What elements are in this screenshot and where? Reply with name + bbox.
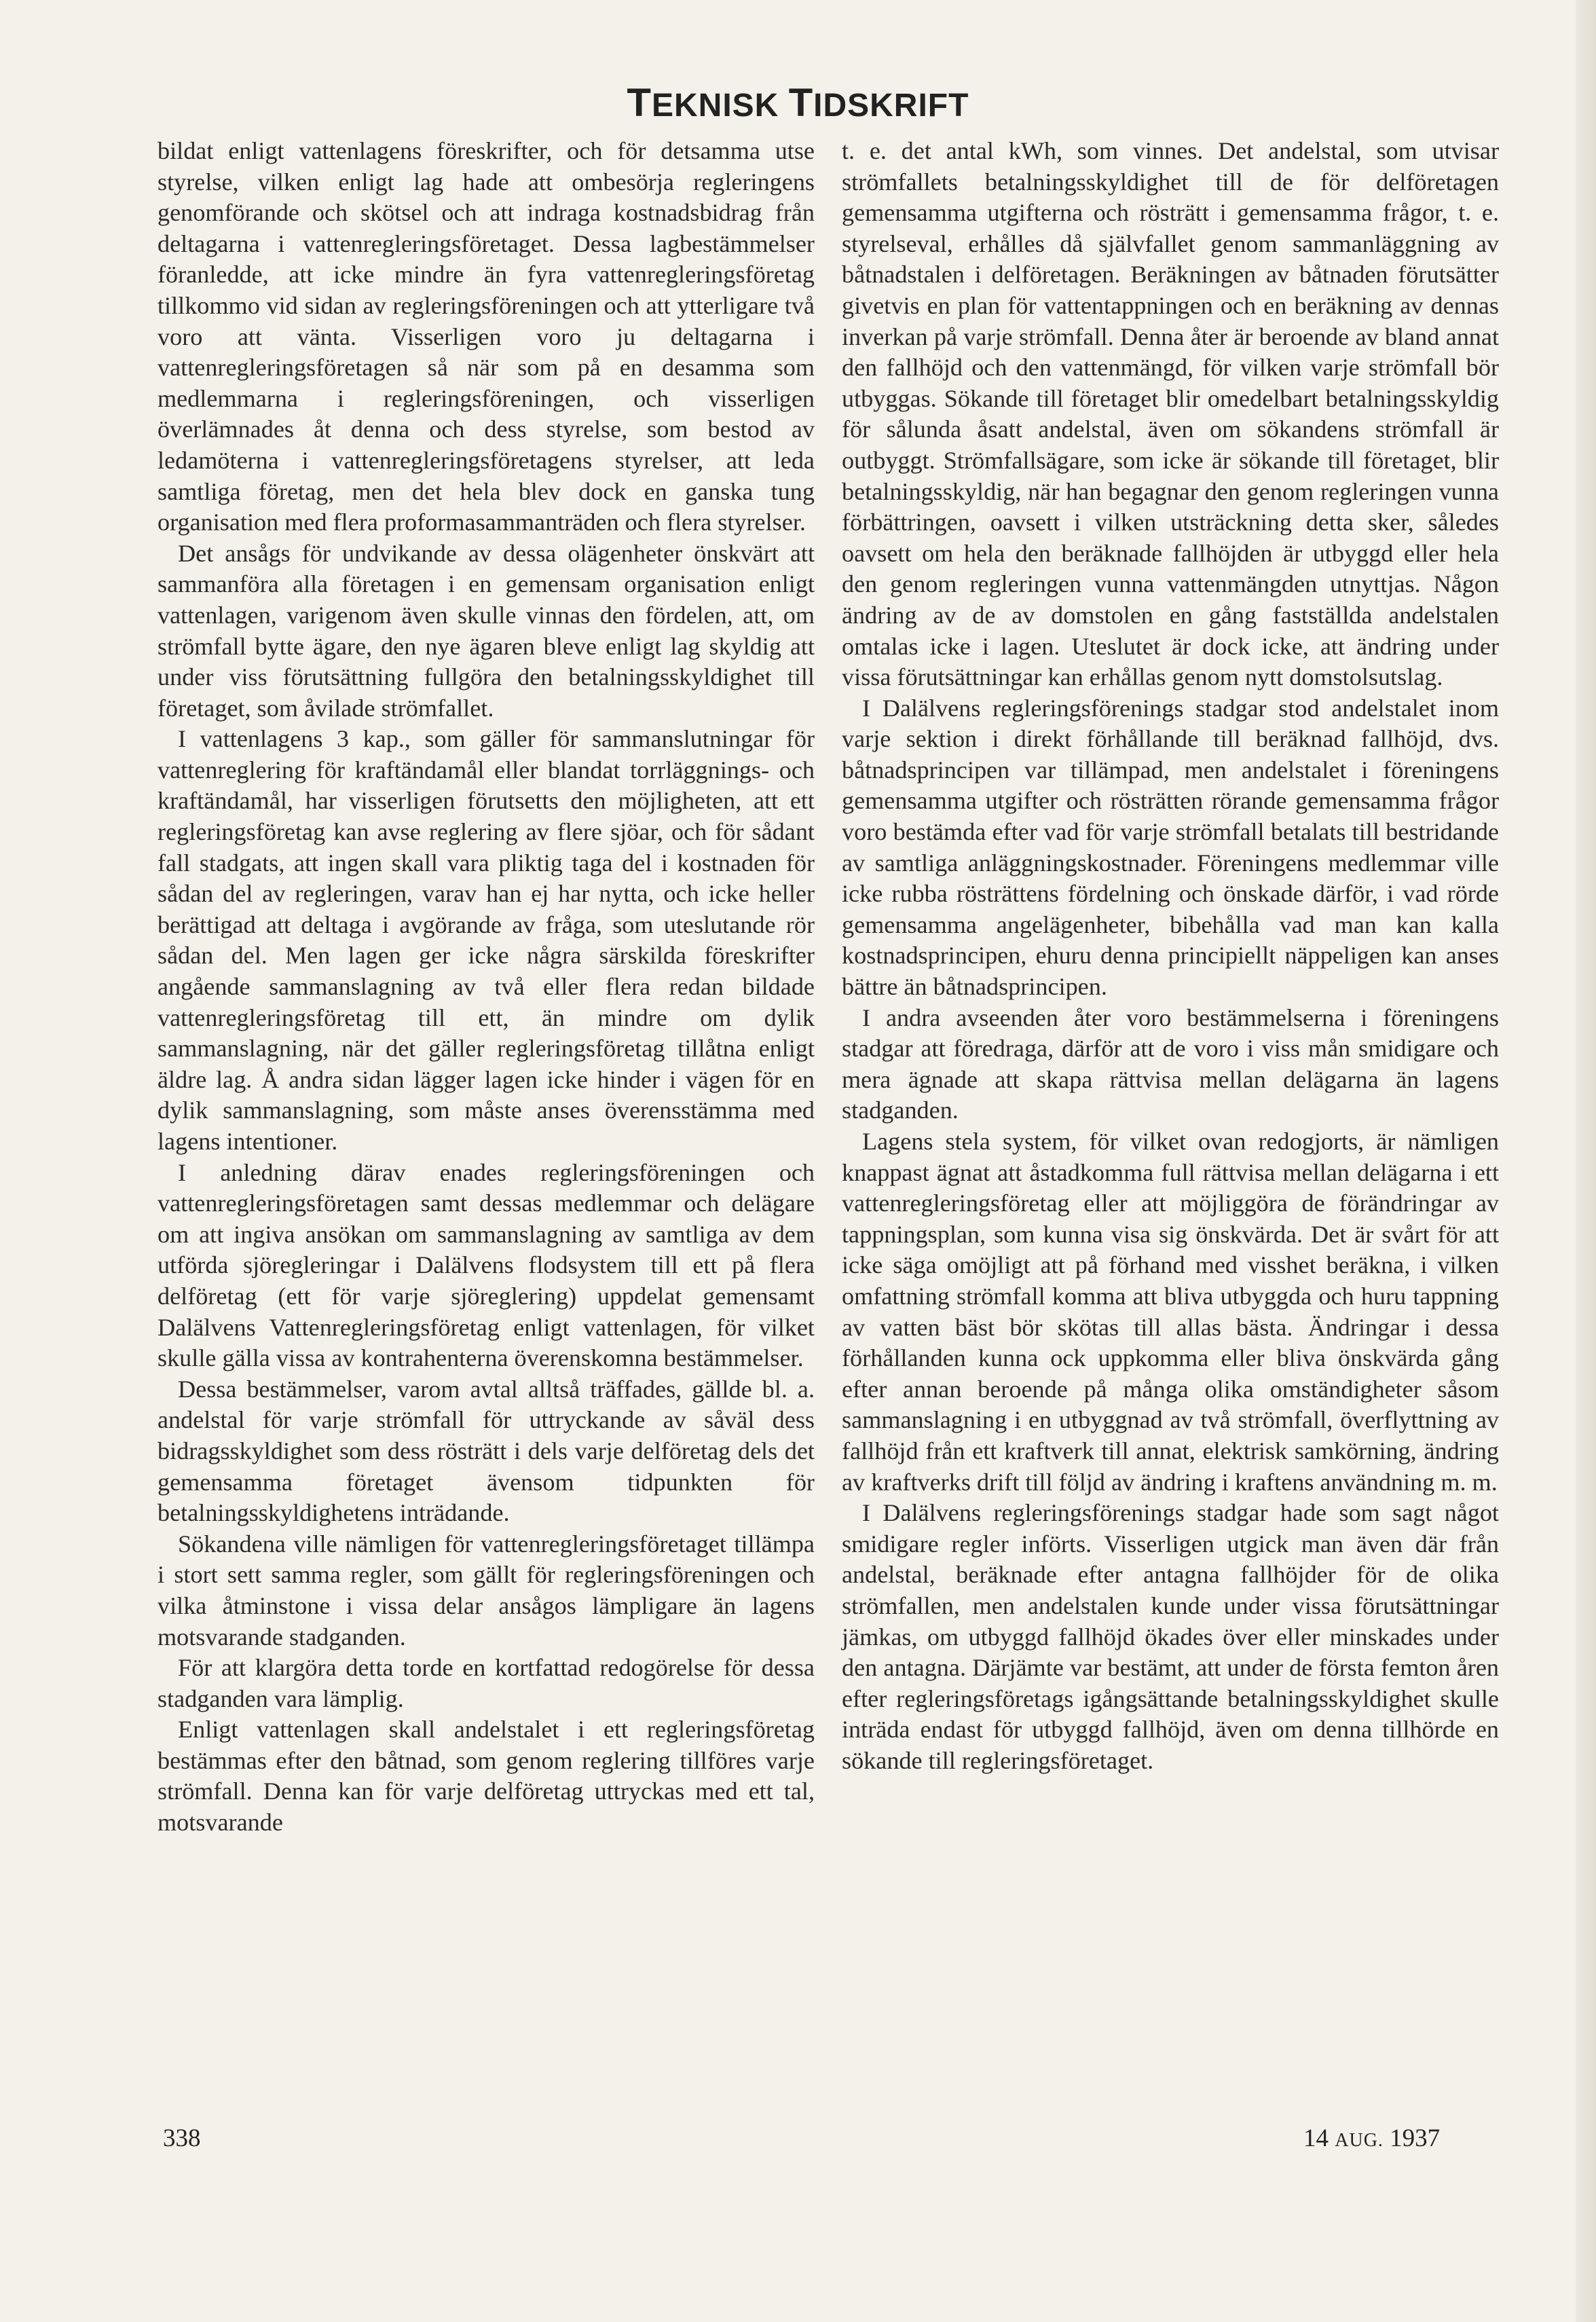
masthead-cap-1: T bbox=[627, 81, 652, 125]
issue-date bbox=[1303, 2124, 1440, 2153]
masthead-cap-2: T bbox=[788, 81, 814, 125]
paragraph: I vattenlagens 3 kap., som gäller för sammanslutningar för vattenreglering för kraftändamål eller blandat torrläggnings- och kraftändamål, har visserligen förutsetts den möjligheten, att ett regleringsföretag kan avse reglering av flere sjöar, och för sådant fall stadgats, att ingen skall vara pliktig taga del i kostnaden för sådan del av regleringen, varav han ej har nytta, och icke heller berättigad att deltaga i avgörande av fråga, som uteslutande rör sådan del. Men lagen ger icke några särskilda föreskrifter angående sammanslagning av två eller flera redan bildade vattenregleringsföretag till ett, än mindre om dylik sammanslagning, när det gäller regleringsföretag tillåtna enligt äldre lag. Å andra sidan lägger lagen icke hinder i vägen för en dylik sammanslagning, som måste anses överensstämma med lagens intentioner. bbox=[157, 725, 815, 1155]
paragraph: I Dalälvens regleringsförenings stadgar hade som sagt något smidigare regler införts. Visserligen utgick man även där från andelstal, beräknade efter antagna fallhöjder för de olika strömfallen, men andelstalen kunde under vissa förutsättningar jämkas, om utbyggd fallhöjd ökades över eller minskades under den antagna. Därjämte var bestämt, att under de första femton åren efter regleringsföretags igångsättande betalningsskyldighet skulle inträda endast för utbyggd fallhöjd, även om denna tillhörde en sökande till regleringsföretaget. bbox=[842, 1499, 1499, 1774]
paragraph: bildat enligt vattenlagens föreskrifter, och för detsamma utse styrelse, vilken enligt lag hade att ombesörja regleringens genomförande och skötsel och att indraga kostnadsbidrag från deltagarna i vattenregleringsföretaget. Dessa lagbestämmelser föranledde, att icke mindre än fyra vattenregleringsföretag tillkommo vid sidan av regleringsföreningen och att ytterligare två voro att vänta. Visserligen voro ju deltagarna i vattenregleringsföretagen så när som på en desamma som medlemmarna i regleringsföreningen, och visserligen överlämnades åt denna och dess styrelse, som bestod av ledamöterna i vattenregleringsföretagens styrelser, att leda samtliga företag, men det hela blev dock en ganska tung organisation med flera proformasammanträden och flera styrelser. bbox=[157, 137, 815, 536]
left-column bbox=[157, 136, 815, 1839]
issue-date-year: 1937 bbox=[1390, 2124, 1441, 2152]
page-number: 338 bbox=[163, 2124, 201, 2152]
masthead-rest-1: EKNISK bbox=[651, 88, 789, 124]
issue-date-month: AUG. bbox=[1335, 2130, 1384, 2151]
paragraph: Dessa bestämmelser, varom avtal alltså träffades, gällde bl. a. andelstal för varje strömfall för uttryckande av såväl dess bidragsskyldighet som dess rösträtt i dels varje delföretag dels det gemensamma företaget ävensom tidpunkten för betalningsskyldighetens inträdande. bbox=[157, 1375, 815, 1527]
right-column bbox=[842, 136, 1499, 1776]
paragraph: t. e. det antal kWh, som vinnes. Det andelstal, som utvisar strömfallets betalningsskyldighet till de för delföretagen gemensamma utgifterna och rösträtt i gemensamma frågor, t. e. styrelseval, erhålles då självfallet genom sammanläggning av båtnadstalen i delföretagen. Beräkningen av båtnaden förutsätter givetvis en plan för vattentappningen och en beräkning av dennas inverkan på varje strömfall. Denna åter är beroende av bland annat den fallhöjd och den vattenmängd, för vilken varje strömfall bör utbyggas. Sökande till företaget blir omedelbart betalningsskyldig för sålunda åsatt andelstal, även om sökandens strömfall är outbyggt. Strömfallsägare, som icke är sökande till företaget, blir betalningsskyldig, när han begagnar den genom regleringen vunna förbättringen, oavsett i vilken utsträckning detta sker, således oavsett om hela den beräknade fallhöjden är utbyggd eller hela den genom regleringen vunna vattenmängden utnyttjas. Någon ändring av de av domstolen en gång fastställda andelstalen omtalas icke i lagen. Uteslutet är dock icke, att ändring under vissa förutsättningar kan erhållas genom nytt domstolsutslag. bbox=[842, 137, 1499, 691]
paragraph: Sökandena ville nämligen för vattenregleringsföretaget tillämpa i stort sett samma regler, som gällt för regleringsföreningen och vilka åtminstone i vissa delar ansågos lämpligare än lagens motsvarande stadganden. bbox=[157, 1530, 815, 1651]
paragraph: Det ansågs för undvikande av dessa olägenheter önskvärt att sammanföra alla företagen i en gemensam organisation enligt vattenlagen, varigenom även skulle vinnas den fördelen, att, om strömfall bytte ägare, den nye ägaren bleve enligt lag skyldig att under viss förutsättning fullgöra den betalningsskyldighet till företaget, som åvilade strömfallet. bbox=[157, 539, 815, 722]
journal-masthead bbox=[0, 80, 1596, 126]
issue-date-day: 14 bbox=[1303, 2124, 1329, 2152]
paragraph: I Dalälvens regleringsförenings stadgar stod andelstalet inom varje sektion i direkt förhållande till beräknad fallhöjd, dvs. båtnadsprincipen var tillämpad, men andelstalet i föreningens gemensamma utgifter och rösträtten rörande gemensamma frågor voro bestämda efter vad för varje strömfall betalats till bestridande av samtliga anläggningskostnader. Föreningens medlemmar ville icke rubba rösträttens fördelning och önskade därför, i vad rörde gemensamma angelägenheter, bibehålla vad man kan kalla kostnadsprincipen, ehuru denna principiellt näppeligen kan anses bättre än båtnadsprincipen. bbox=[842, 694, 1499, 1001]
paragraph: I anledning därav enades regleringsföreningen och vattenregleringsföretagen samt dessas medlemmar och delägare om att ingiva ansökan om sammanslagning av samtliga av dem utförda sjöregleringar i Dalälvens flodsystem till ett på flera delföretag (ett för varje sjöreglering) uppdelat gemensamt Dalälvens Vattenregleringsföretag enligt vattenlagen, för vilket skulle gälla vissa av kontrahenterna överenskomna bestämmelser. bbox=[157, 1158, 815, 1372]
paragraph: Lagens stela system, för vilket ovan redogjorts, är nämligen knappast ägnat att åstadkomma full rättvisa mellan delägarna i ett vattenregleringsföretag eller att möjliggöra de förändringar av tappningsplan, som kunna visa sig önskvärda. Det är svårt för att icke säga omöjligt att på förhand med visshet beräkna, i vilken omfattning strömfall komma att bliva utbyggda och huru tappning av vatten bäst bör skötas till allas bästa. Ändringar i dessa förhållanden kunna ock uppkomma eller bliva önskvärda gång efter annan beroende på många olika omständigheter såsom sammanslagning i en utbyggnad av två strömfall, överflyttning av fallhöjd från ett kraftverk till annat, elektrisk samkörning, ändring av kraftverks drift till följd av ändring i kraftens användning m. m. bbox=[842, 1128, 1499, 1496]
paragraph: Enligt vattenlagen skall andelstalet i ett regleringsföretag bestämmas efter den båtnad, som genom reglering tillföres varje strömfall. Denna kan för varje delföretag uttryckas med ett tal, motsvarande bbox=[157, 1716, 815, 1837]
paragraph: För att klargöra detta torde en kortfattad redogörelse för dessa stadganden vara lämplig. bbox=[157, 1654, 815, 1712]
masthead-rest-2: IDSKRIFT bbox=[813, 88, 969, 124]
page-edge bbox=[1576, 0, 1596, 2322]
paragraph: I andra avseenden åter voro bestämmelserna i föreningens stadgar att föredraga, därför att de voro i viss mån smidigare och mera ägnade att skapa rättvisa mellan delägarna än lagens stadganden. bbox=[842, 1003, 1499, 1124]
